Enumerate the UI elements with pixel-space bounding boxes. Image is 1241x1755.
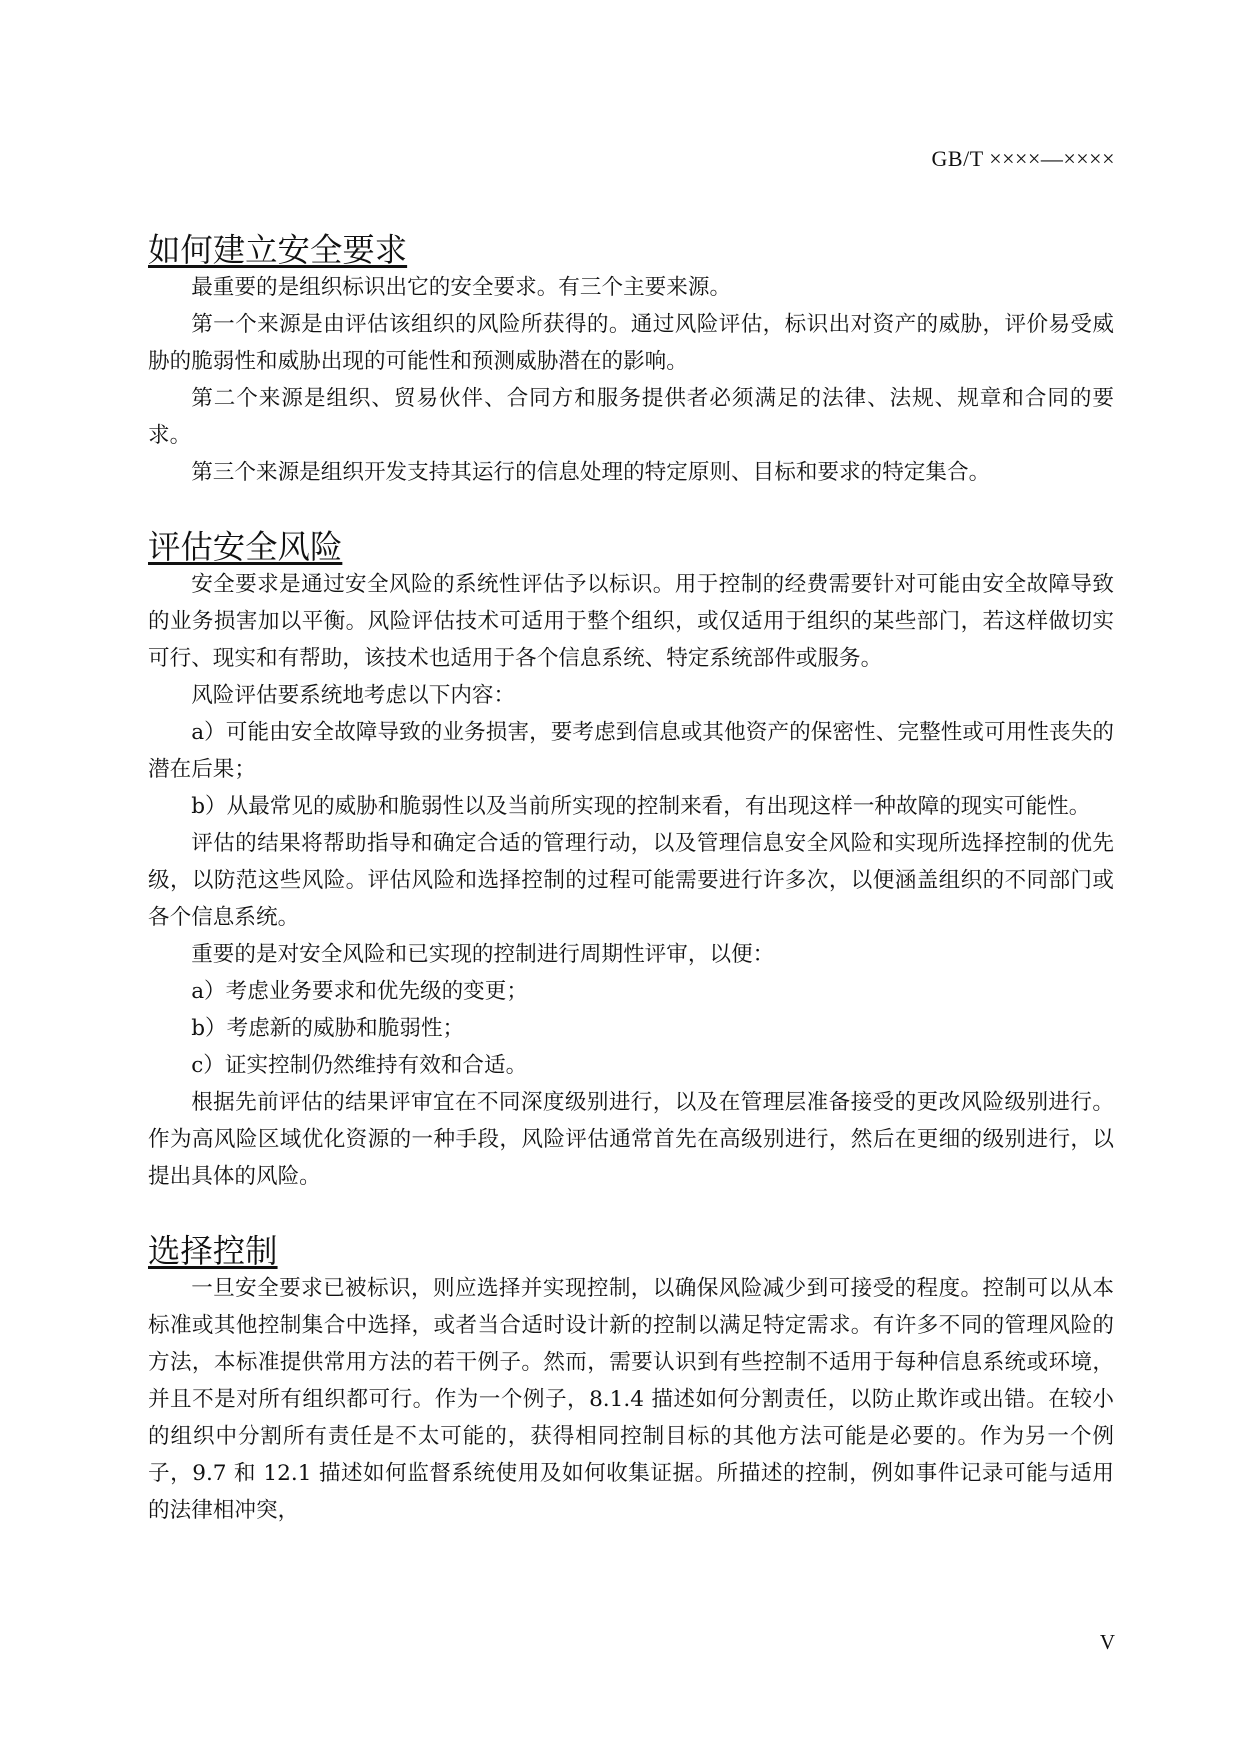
section-assess-risks [148,529,1114,1195]
document-body [148,232,1114,1567]
list-item: a）可能由安全故障导致的业务损害，要考虑到信息或其他资产的保密性、完整性或可用性丧失的潜在后果； [148,720,1114,782]
section-heading: 评估安全风险 [148,528,343,566]
list-item: a）考虑业务要求和优先级的变更； [191,979,528,1004]
list-item: c）证实控制仍然维持有效和合适。 [191,1053,528,1078]
paragraph: 重要的是对安全风险和已实现的控制进行周期性评审，以便： [191,942,775,967]
paragraph: 第三个来源是组织开发支持其运行的信息处理的特定原则、目标和要求的特定集合。 [191,460,991,485]
paragraph: 最重要的是组织标识出它的安全要求。有三个主要来源。 [191,275,732,300]
paragraph: 风险评估要系统地考虑以下内容： [191,683,516,708]
paragraph: 根据先前评估的结果评审宜在不同深度级别进行，以及在管理层准备接受的更改风险级别进行。作为高风险区域优化资源的一种手段，风险评估通常首先在高级别进行，然后在更细的级别进行，以提出具体的风险。 [148,1090,1114,1189]
paragraph: 安全要求是通过安全风险的系统性评估予以标识。用于控制的经费需要针对可能由安全故障导致的业务损害加以平衡。风险评估技术可适用于整个组织，或仅适用于组织的某些部门，若这样做切实可行、现实和有帮助，该技术也适用于各个信息系统、特定系统部件或服务。 [148,572,1114,671]
paragraph: 一旦安全要求已被标识，则应选择并实现控制，以确保风险减少到可接受的程度。控制可以从本标准或其他控制集合中选择，或者当合适时设计新的控制以满足特定需求。有许多不同的管理风险的方法，本标准提供常用方法的若干例子。然而，需要认识到有些控制不适用于每种信息系统或环境，并且不是对所有组织都可行。作为一个例子，8.1.4 描述如何分割责任，以防止欺诈或出错。在较小的组织中分割所有责任是不太可能的，获得相同控制目标的其他方法可能是必要的。作为另一个例子，9.7 和 12.1 描述如何监督系统使用及如何收集证据。所描述的控制，例如事件记录可能与适用的法律相冲突， [148,1276,1114,1523]
section-security-requirements [148,232,1114,491]
paragraph: 第二个来源是组织、贸易伙伴、合同方和服务提供者必须满足的法律、法规、规章和合同的要求。 [148,386,1114,448]
list-item: b）考虑新的威胁和脆弱性； [191,1016,465,1041]
section-heading: 如何建立安全要求 [148,231,408,269]
page-number: V [1099,1630,1115,1654]
paragraph: 第一个来源是由评估该组织的风险所获得的。通过风险评估，标识出对资产的威胁，评价易受威胁的脆弱性和威胁出现的可能性和预测威胁潜在的影响。 [148,312,1114,374]
section-heading: 选择控制 [148,1232,278,1270]
list-item: b）从最常见的威胁和脆弱性以及当前所实现的控制来看，有出现这样一种故障的现实可能性。 [191,794,1091,819]
section-select-controls [148,1233,1114,1529]
paragraph: 评估的结果将帮助指导和确定合适的管理行动，以及管理信息安全风险和实现所选择控制的优先级，以防范这些风险。评估风险和选择控制的过程可能需要进行许多次，以便涵盖组织的不同部门或各个信息系统。 [148,831,1114,930]
standard-code-header: GB/T ××××—×××× [931,146,1115,171]
